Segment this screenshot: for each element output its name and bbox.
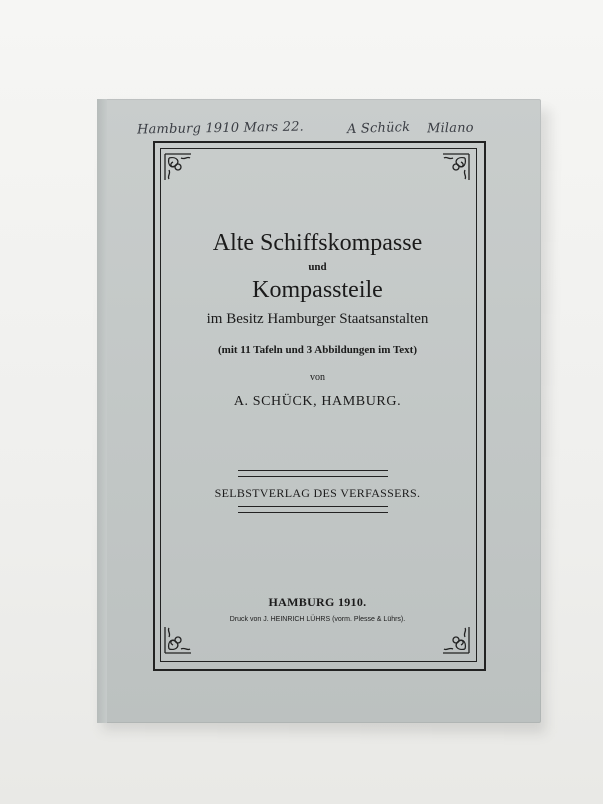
- by-line: von: [310, 372, 325, 383]
- author-name: A. SCHÜCK, HAMBURG.: [233, 394, 402, 409]
- book-spine-edge: [97, 99, 107, 723]
- book-cover: [97, 99, 541, 723]
- publisher-line: SELBSTVERLAG DES VERFASSERS.: [214, 486, 421, 500]
- double-rule-bottom: [238, 506, 388, 513]
- handwritten-inscription-left: Hamburg 1910 Mars 22.: [136, 119, 305, 138]
- handwritten-inscription-right: Milano: [426, 120, 474, 137]
- subtitle: im Besitz Hamburger Staatsanstalten: [206, 311, 429, 327]
- double-rule-top: [238, 470, 388, 477]
- plates-note: (mit 11 Tafeln und 3 Abbildungen im Text): [218, 344, 417, 356]
- printer-line: Druck von J. HEINRICH LÜHRS (vorm. Plesse & Lührs).: [229, 616, 406, 623]
- handwritten-inscription-signature: A Schück: [346, 119, 411, 138]
- place-and-year: HAMBURG 1910.: [268, 595, 367, 609]
- title-line-1: Alte Schiffskompasse: [212, 230, 423, 256]
- title-conjunction: und: [308, 261, 327, 273]
- cover-text-block: [160, 148, 475, 660]
- title-line-2: Kompassteile: [252, 277, 383, 303]
